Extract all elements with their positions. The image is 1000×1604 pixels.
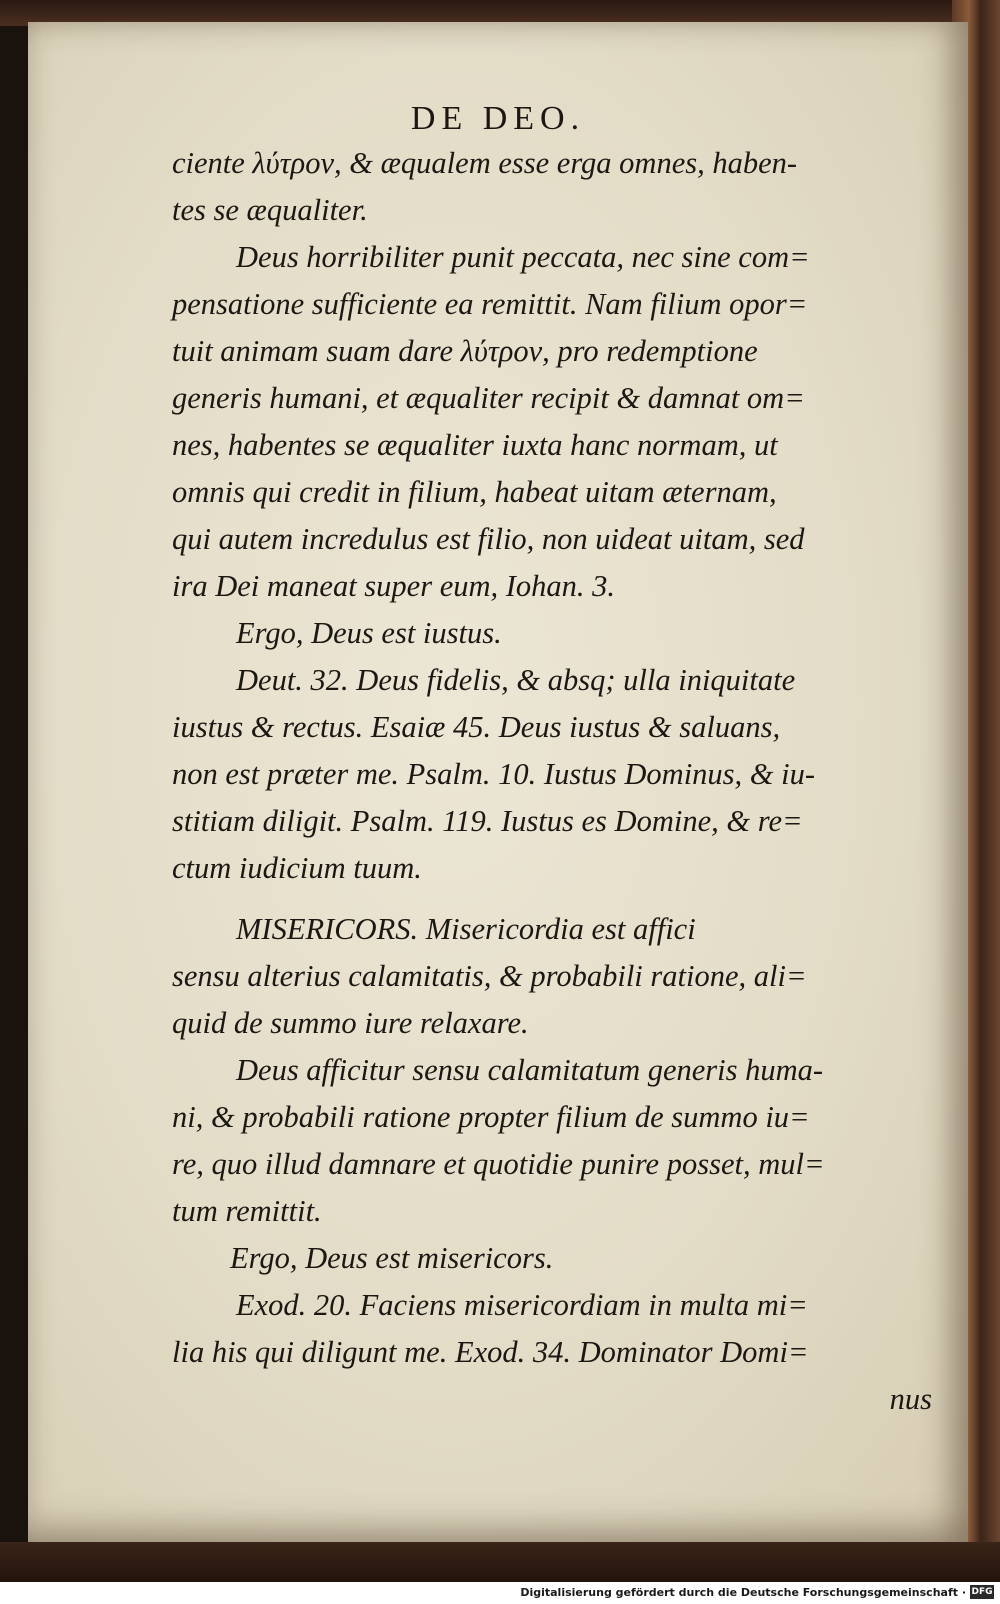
text-line: Ergo, Deus est misericors. — [230, 1241, 554, 1275]
text-line: non est præter me. Psalm. 10. Iustus Dominus, & iu- — [172, 757, 816, 791]
text-line: Ergo, Deus est iustus. — [236, 616, 502, 650]
paragraph-gap — [172, 892, 932, 906]
text-line: ira Dei maneat super eum, Iohan. 3. — [172, 569, 616, 603]
text-line: omnis qui credit in filium, habeat uitam æternam, — [172, 475, 777, 509]
text-line: iustus & rectus. Esaiæ 45. Deus iustus & saluans, — [172, 710, 781, 744]
text-line: sensu alterius calamitatis, & probabili ratione, ali= — [172, 959, 807, 993]
page-bottom-edge — [0, 1542, 1000, 1582]
text-line: stitiam diligit. Psalm. 119. Iustus es Domine, & re= — [172, 804, 803, 838]
text-line: nes, habentes se æqualiter iuxta hanc normam, ut — [172, 428, 778, 462]
text-line: tum remittit. — [172, 1194, 322, 1228]
body-text — [172, 140, 932, 1423]
text-line: Deus horribiliter punit peccata, nec sine com= — [236, 240, 810, 274]
text-line: ciente λύτρον, & æqualem esse erga omnes, haben- — [172, 146, 798, 180]
funding-credit: Digitalisierung gefördert durch die Deutsche Forschungsgemeinschaft · — [520, 1586, 966, 1599]
text-line: Deus afficitur sensu calamitatum generis huma- — [236, 1053, 824, 1087]
text-line: quid de summo iure relaxare. — [172, 1006, 529, 1040]
text-line: re, quo illud damnare et quotidie punire posset, mul= — [172, 1147, 825, 1181]
footer-bar — [0, 1582, 1000, 1604]
text-line: Exod. 20. Faciens misericordiam in multa mi= — [236, 1288, 808, 1322]
text-line: tes se æqualiter. — [172, 193, 368, 227]
text-line: MISERICORS. Misericordia est affici — [236, 912, 696, 946]
text-line: tuit animam suam dare λύτρον, pro redemptione — [172, 334, 758, 368]
text-line: lia his qui diligunt me. Exod. 34. Dominator Domi= — [172, 1335, 809, 1369]
text-line: generis humani, et æqualiter recipit & damnat om= — [172, 381, 805, 415]
text-line: Deut. 32. Deus fidelis, & absq; ulla iniquitate — [236, 663, 796, 697]
text-line: ni, & probabili ratione propter filium de summo iu= — [172, 1100, 810, 1134]
catchword: nus — [889, 1382, 932, 1416]
text-line: ctum iudicium tuum. — [172, 851, 422, 885]
dfg-logo: DFG — [971, 1587, 993, 1597]
text-line: qui autem incredulus est filio, non uideat uitam, sed — [172, 522, 805, 556]
text-line: pensatione sufficiente ea remittit. Nam filium opor= — [172, 287, 808, 321]
running-head: DE DEO. — [410, 100, 586, 137]
